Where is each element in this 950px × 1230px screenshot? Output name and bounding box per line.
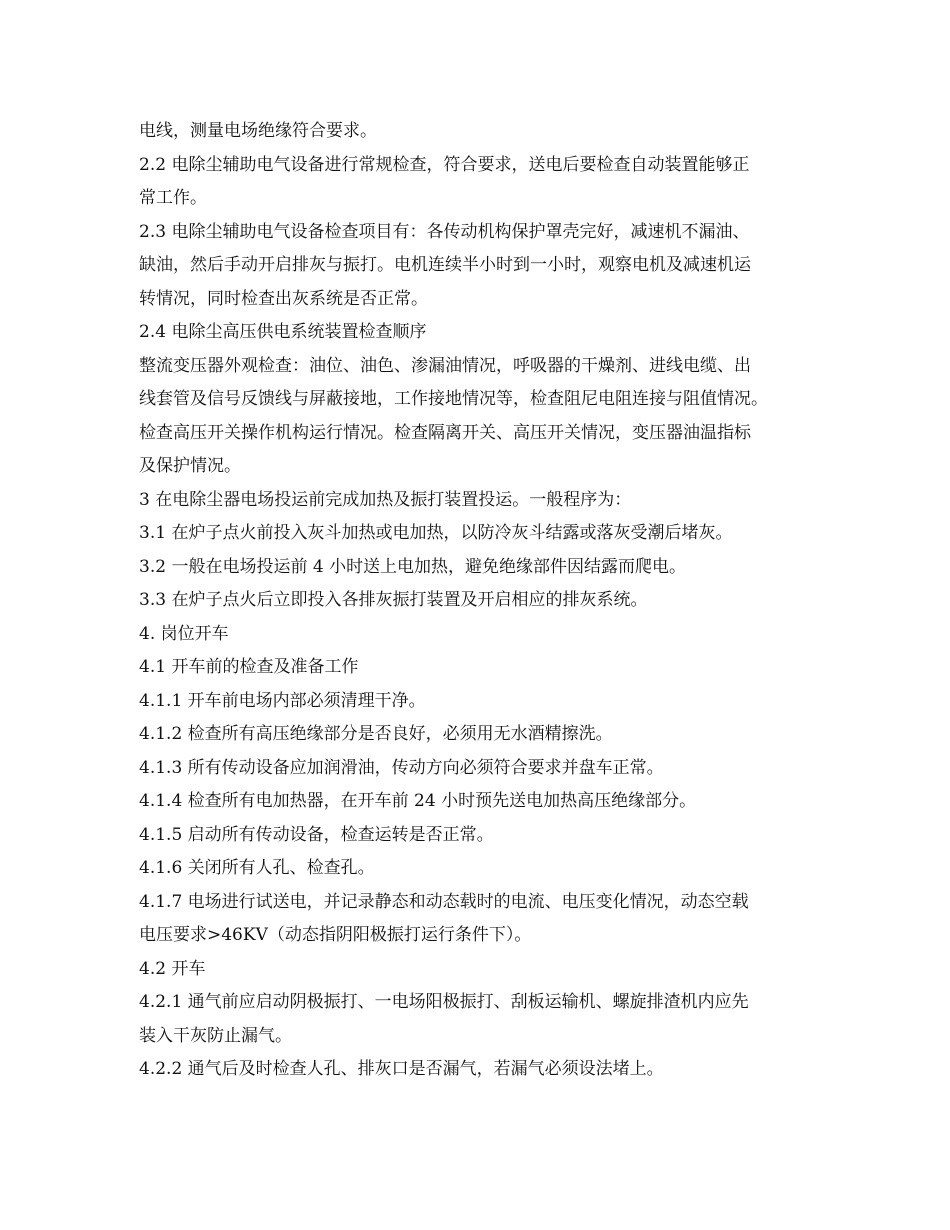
text-line: 缺油，然后手动开启排灰与振打。电机连续半小时到一小时，观察电机及减速机运 — [139, 255, 751, 275]
text-line: 常工作。 — [139, 188, 207, 208]
text-line: 4.1.5 启动所有传动设备，检查运转是否正常。 — [139, 824, 494, 845]
section-heading: 2.4 电除尘高压供电系统装置检查顺序 — [139, 322, 427, 342]
text-line: 4.2.1 通气前应启动阴极振打、一电场阳极振打、刮板运输机、螺旋排渣机内应先 — [139, 992, 749, 1012]
text-line: 转情况，同时检查出灰系统是否正常。 — [139, 288, 428, 309]
text-line: 电压要求>46KV（动态指阴阳极振打运行条件下）。 — [139, 925, 532, 945]
section-heading: 4.1 开车前的检查及准备工作 — [139, 657, 359, 677]
text-line: 4.1.1 开车前电场内部必须清理干净。 — [139, 690, 426, 711]
text-line: 线套管及信号反馈线与屏蔽接地，工作接地情况等，检查阻尼电阻连接与阻值情况。 — [139, 389, 768, 409]
text-line: 4.1.4 检查所有电加热器，在开车前 24 小时预先送电加热高压绝缘部分。 — [139, 791, 697, 811]
text-line: 整流变压器外观检查：油位、油色、渗漏油情况，呼吸器的干燥剂、进线电缆、出 — [139, 355, 751, 376]
text-line: 3.2 一般在电场投运前 4 小时送上电加热，避免绝缘部件因结露而爬电。 — [139, 556, 687, 577]
section-heading: 4. 岗位开车 — [139, 623, 229, 644]
document-body — [139, 115, 829, 1087]
section-heading: 4.2 开车 — [139, 958, 206, 979]
text-line: 4.1.6 关闭所有人孔、检查孔。 — [139, 858, 375, 878]
text-line: 电线，测量电场绝缘符合要求。 — [139, 121, 377, 141]
text-line: 2.2 电除尘辅助电气设备进行常规检查，符合要求，送电后要检查自动装置能够正 — [139, 154, 750, 175]
text-line: 及保护情况。 — [139, 456, 241, 476]
section-heading: 3 在电除尘器电场投运前完成加热及振打装置投运。一般程序为： — [139, 489, 632, 510]
text-line: 装入干灰防止漏气。 — [139, 1025, 292, 1046]
text-line: 4.1.7 电场进行试送电，并记录静态和动态载时的电流、电压变化情况，动态空载 — [139, 891, 749, 912]
text-line: 4.1.3 所有传动设备应加润滑油，传动方向必须符合要求并盘车正常。 — [139, 757, 664, 778]
text-line: 3.1 在炉子点火前投入灰斗加热或电加热，以防冷灰斗结露或落灰受潮后堵灰。 — [139, 523, 733, 543]
text-line: 检查高压开关操作机构运行情况。检查隔离开关、高压开关情况，变压器油温指标 — [139, 422, 751, 443]
text-line: 4.2.2 通气后及时检查人孔、排灰口是否漏气，若漏气必须设法堵上。 — [139, 1059, 664, 1079]
text-line: 4.1.2 检查所有高压绝缘部分是否良好，必须用无水酒精擦洗。 — [139, 724, 613, 744]
text-line: 2.3 电除尘辅助电气设备检查项目有：各传动机构保护罩壳完好，减速机不漏油、 — [139, 221, 750, 242]
text-line: 3.3 在炉子点火后立即投入各排灰振打装置及开启相应的排灰系统。 — [139, 590, 648, 610]
